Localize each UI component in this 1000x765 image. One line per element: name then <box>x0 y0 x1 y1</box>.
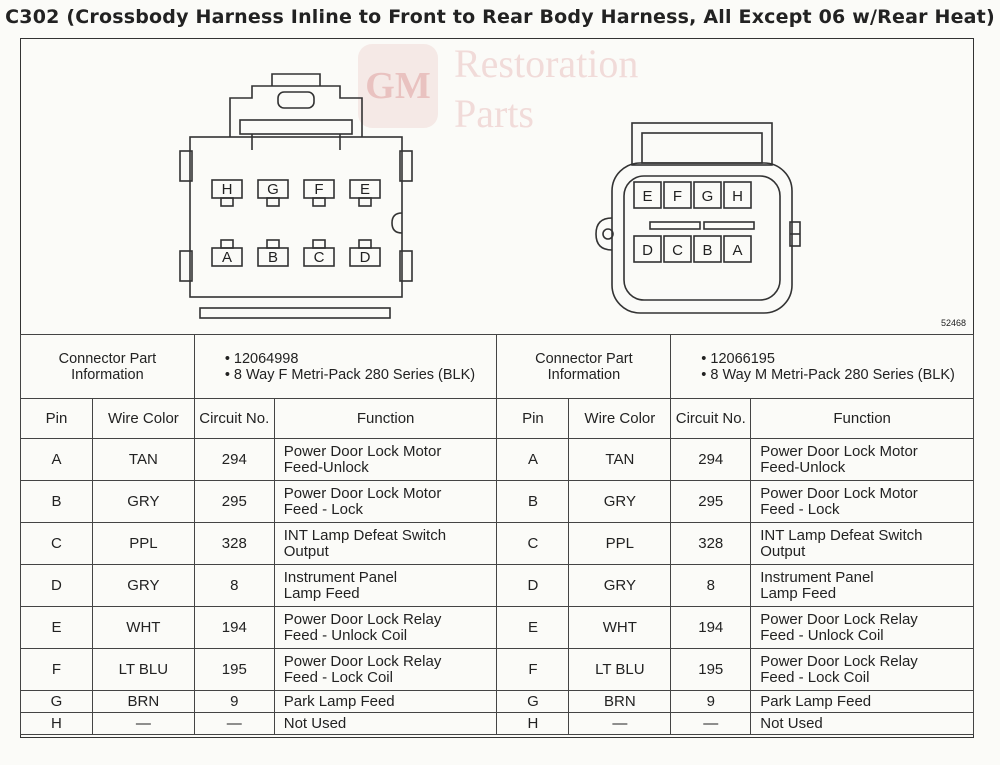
function-line-2: Lamp Feed <box>283 584 360 602</box>
female-cavity-B <box>258 240 288 266</box>
function-header: Function <box>274 399 497 439</box>
cavity-label: F <box>314 181 324 198</box>
pin-cell: C <box>497 523 569 565</box>
function-cell <box>751 439 974 481</box>
table-row <box>21 565 974 607</box>
female-cavity-D <box>350 240 380 266</box>
cavity-label: E <box>642 188 653 205</box>
circuit-cell: 8 <box>671 565 751 607</box>
right-part-info: • 12066195 • 8 Way M Metri-Pack 280 Series (BLK) <box>671 335 974 399</box>
function-line-2: Feed - Lock <box>283 500 363 518</box>
wire-color-cell: GRY <box>569 565 671 607</box>
wire-color-cell: PPL <box>569 523 671 565</box>
function-cell <box>751 481 974 523</box>
pinout-table <box>20 334 974 735</box>
page-title: C302 (Crossbody Harness Inline to Front to Rear Body Harness, All Except 06 w/Rear Heat) <box>5 6 995 28</box>
pin-cell: A <box>497 439 569 481</box>
function-cell <box>274 481 497 523</box>
circuit-cell: 9 <box>194 691 274 713</box>
wire-color-cell: PPL <box>92 523 194 565</box>
function-cell <box>274 649 497 691</box>
function-cell <box>751 649 974 691</box>
table-row <box>21 439 974 481</box>
function-line-2: Feed - Lock <box>760 500 840 518</box>
function-line-1: Not Used <box>760 714 823 732</box>
pin-cell: H <box>497 713 569 735</box>
circuit-cell: 195 <box>194 649 274 691</box>
function-cell <box>274 607 497 649</box>
male-cavity-E <box>634 182 661 208</box>
table-row <box>21 649 974 691</box>
cavity-label: F <box>672 188 683 205</box>
cavity-label: D <box>642 242 653 259</box>
function-cell <box>751 607 974 649</box>
function-line-1: Power Door Lock Relay <box>283 610 442 628</box>
cavity-label: C <box>313 249 325 266</box>
circuit-cell: 328 <box>671 523 751 565</box>
wire-color-cell: WHT <box>92 607 194 649</box>
female-cavity-F <box>304 180 334 206</box>
pin-cell: H <box>21 713 93 735</box>
function-line-1: Power Door Lock Motor <box>760 442 918 460</box>
pin-cell: D <box>21 565 93 607</box>
wire-color-cell: TAN <box>569 439 671 481</box>
pin-cell: D <box>497 565 569 607</box>
function-line-2: Output <box>283 542 329 560</box>
male-cavity-F <box>664 182 691 208</box>
pin-cell: G <box>497 691 569 713</box>
function-line-1: INT Lamp Defeat Switch <box>283 526 447 544</box>
wire-color-cell: GRY <box>92 481 194 523</box>
function-line-2: Output <box>760 542 806 560</box>
male-cavity-G <box>694 182 721 208</box>
circuit-cell: 295 <box>194 481 274 523</box>
table-row <box>21 713 974 735</box>
male-cavity-D <box>634 236 661 262</box>
function-line-1: Power Door Lock Relay <box>760 652 918 670</box>
cavity-label: H <box>221 181 233 198</box>
function-line-2: Feed-Unlock <box>283 458 369 476</box>
circuit-cell: 9 <box>671 691 751 713</box>
function-line-2: Feed - Unlock Coil <box>760 626 884 644</box>
cavity-label: B <box>267 249 279 266</box>
right-part-number: 12066195 <box>710 350 775 367</box>
cavity-label: D <box>359 249 371 266</box>
table-row <box>21 523 974 565</box>
function-line-1: Instrument Panel <box>760 568 874 586</box>
right-part-description: 8 Way M Metri-Pack 280 Series (BLK) <box>710 366 955 383</box>
wire-color-header: Wire Color <box>92 399 194 439</box>
left-part-info: • 12064998 • 8 Way F Metri-Pack 280 Series (BLK) <box>194 335 497 399</box>
circuit-cell: 194 <box>194 607 274 649</box>
cavity-label: G <box>267 181 279 198</box>
function-line-2: Feed - Lock Coil <box>760 668 870 686</box>
cavity-label: G <box>701 188 714 205</box>
wire-color-cell: GRY <box>569 481 671 523</box>
wire-color-cell: LT BLU <box>569 649 671 691</box>
wire-color-cell: — <box>569 713 671 735</box>
pin-cell: E <box>497 607 569 649</box>
function-line-2: Feed - Unlock Coil <box>283 626 408 644</box>
watermark-logo: GM <box>358 44 438 128</box>
male-cavity-B <box>694 236 721 262</box>
circuit-cell: — <box>671 713 751 735</box>
female-connector-drawing <box>180 74 412 318</box>
function-line-1: Power Door Lock Relay <box>283 652 442 670</box>
function-cell <box>274 713 497 735</box>
function-line-1: Park Lamp Feed <box>283 692 395 710</box>
male-cavity-A <box>724 236 751 262</box>
pin-header: Pin <box>497 399 569 439</box>
connector-diagram <box>20 38 974 335</box>
cavity-label: E <box>359 181 371 198</box>
cavity-label: A <box>221 249 233 266</box>
function-line-1: Power Door Lock Motor <box>283 442 442 460</box>
pin-cell: F <box>497 649 569 691</box>
circuit-cell: 328 <box>194 523 274 565</box>
function-line-2: Lamp Feed <box>760 584 837 602</box>
function-line-1: Power Door Lock Motor <box>283 484 442 502</box>
cavity-label: A <box>732 242 743 259</box>
function-cell <box>751 713 974 735</box>
function-cell <box>274 439 497 481</box>
wire-color-cell: BRN <box>569 691 671 713</box>
female-cavity-G <box>258 180 288 206</box>
function-cell <box>751 523 974 565</box>
circuit-cell: 294 <box>194 439 274 481</box>
wire-color-cell: TAN <box>92 439 194 481</box>
circuit-header: Circuit No. <box>671 399 751 439</box>
figure-number: 52468 <box>940 318 966 328</box>
connector-drawings <box>20 38 974 334</box>
wire-color-cell: BRN <box>92 691 194 713</box>
pin-cell: B <box>21 481 93 523</box>
header-row <box>21 399 974 439</box>
male-cavity-H <box>724 182 751 208</box>
function-line-1: Power Door Lock Motor <box>760 484 918 502</box>
left-part-description: 8 Way F Metri-Pack 280 Series (BLK) <box>233 366 476 383</box>
circuit-cell: 8 <box>194 565 274 607</box>
function-line-1: INT Lamp Defeat Switch <box>760 526 923 544</box>
part-info-row <box>21 335 974 399</box>
circuit-cell: 294 <box>671 439 751 481</box>
pin-cell: F <box>21 649 93 691</box>
female-cavity-E <box>350 180 380 206</box>
circuit-cell: 195 <box>671 649 751 691</box>
wire-color-header: Wire Color <box>569 399 671 439</box>
pin-header: Pin <box>21 399 93 439</box>
watermark-line2: Parts <box>454 91 534 136</box>
female-cavity-H <box>212 180 242 206</box>
wire-color-cell: LT BLU <box>92 649 194 691</box>
function-line-1: Instrument Panel <box>283 568 398 586</box>
cavity-label: C <box>672 242 683 259</box>
function-cell <box>274 565 497 607</box>
wire-color-cell: — <box>92 713 194 735</box>
female-cavity-C <box>304 240 334 266</box>
circuit-cell: 194 <box>671 607 751 649</box>
function-header: Function <box>751 399 974 439</box>
pin-cell: B <box>497 481 569 523</box>
table-row <box>21 607 974 649</box>
cavity-label: H <box>732 188 743 205</box>
function-cell <box>751 565 974 607</box>
male-connector-drawing <box>596 123 800 313</box>
function-cell <box>274 523 497 565</box>
pin-cell: E <box>21 607 93 649</box>
left-part-info-label: Connector Part Information <box>21 335 195 399</box>
left-part-number: 12064998 <box>233 350 299 367</box>
function-line-1: Power Door Lock Relay <box>760 610 918 628</box>
wire-color-cell: WHT <box>569 607 671 649</box>
table-row <box>21 481 974 523</box>
circuit-cell: — <box>194 713 274 735</box>
circuit-header: Circuit No. <box>194 399 274 439</box>
watermark-line1: Restoration <box>454 41 639 86</box>
female-cavity-A <box>212 240 242 266</box>
table-row <box>21 691 974 713</box>
function-line-1: Not Used <box>283 714 347 732</box>
pin-cell: C <box>21 523 93 565</box>
function-line-1: Park Lamp Feed <box>760 692 872 710</box>
circuit-cell: 295 <box>671 481 751 523</box>
function-cell <box>751 691 974 713</box>
function-cell <box>274 691 497 713</box>
male-cavity-C <box>664 236 691 262</box>
cavity-label: B <box>702 242 713 259</box>
pin-cell: G <box>21 691 93 713</box>
right-part-info-label: Connector Part Information <box>497 335 671 399</box>
function-line-2: Feed-Unlock <box>760 458 846 476</box>
function-line-2: Feed - Lock Coil <box>283 668 393 686</box>
wire-color-cell: GRY <box>92 565 194 607</box>
pin-cell: A <box>21 439 93 481</box>
